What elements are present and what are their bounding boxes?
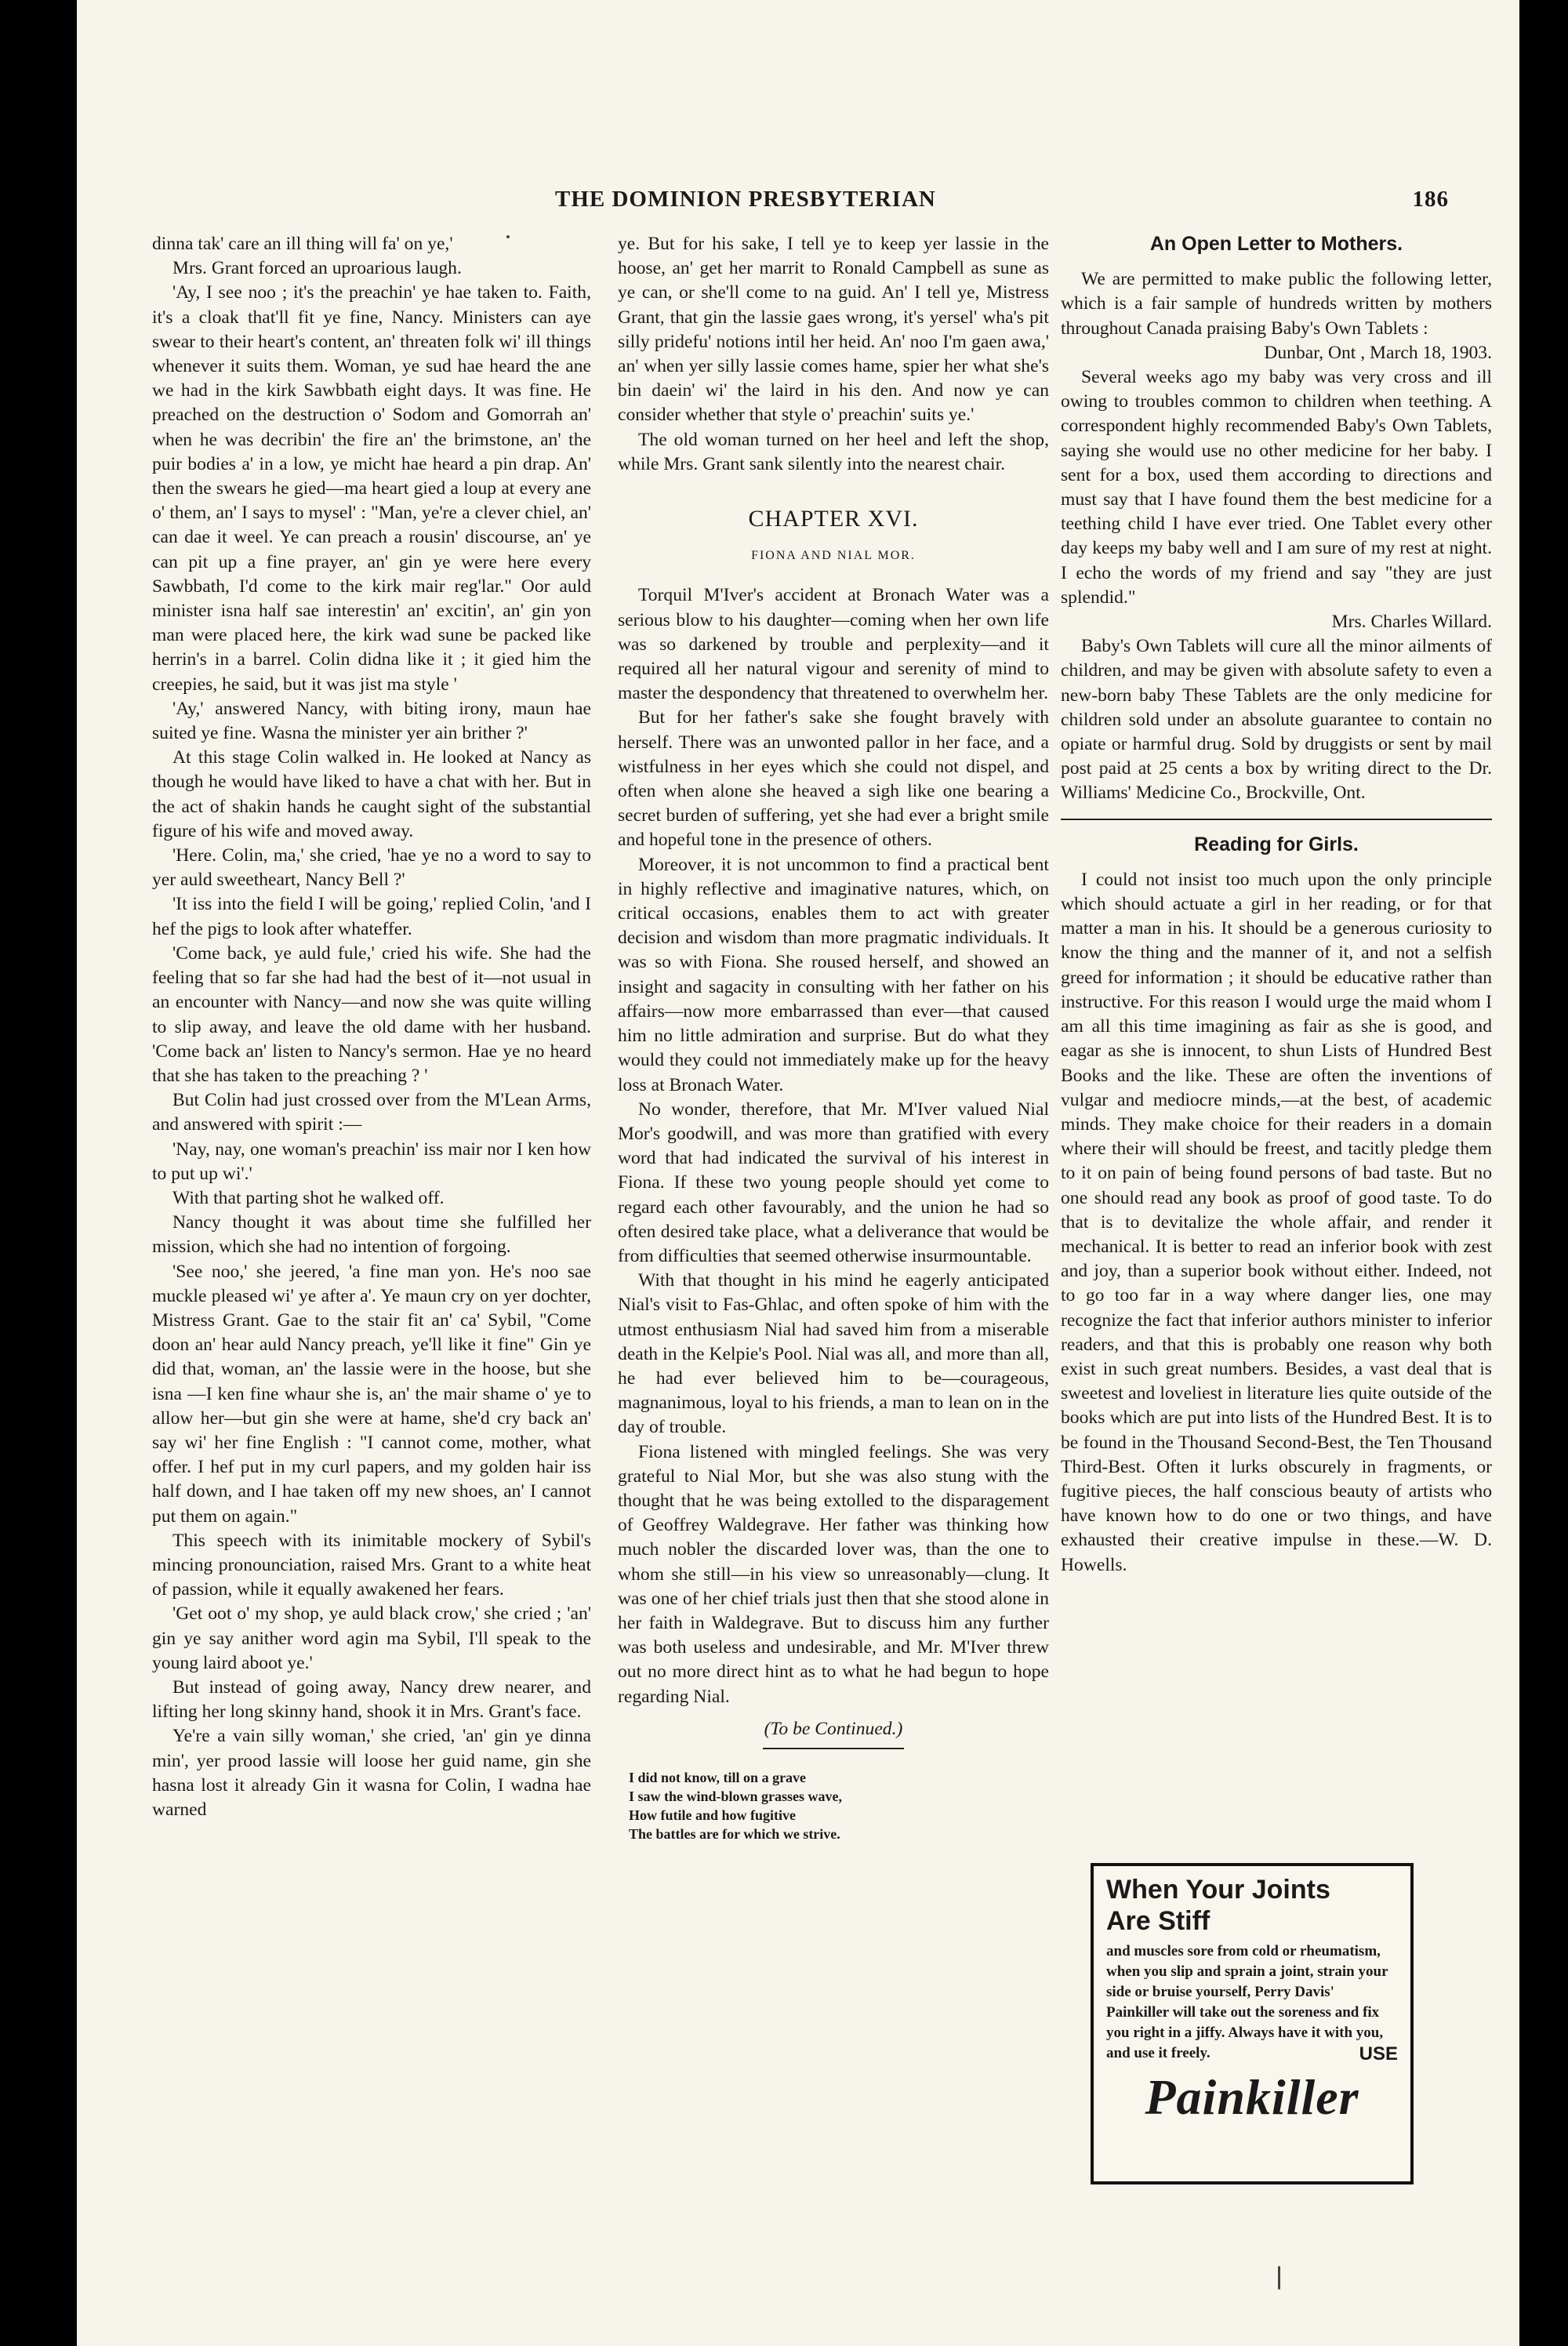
divider: [1061, 819, 1492, 820]
paragraph: 'See noo,' she jeered, 'a fine man yon. He's noo sae muckle pleased wi' ye after a'. Ye maun cry on yer dochter, Mistress Grant. Gae to the stair fit an' ca' Sybil, "Come doon an' hear auld Nancy preach, ye'll like it fine" Gin ye did that, woman, an' the lassie were in the hoose, but she isna —I ken fine whaur she is, an' the mair shame o' ye to allow her—but gin she were at hame, she'd cry back an' say wi' her fine English : "I cannot come, mother, what offer. I hef put in my curl papers, and my golden hair iss half down, and I hae taken off my new shoes, an' I cannot put them on again.": [152, 1261, 591, 1527]
paragraph: But instead of going away, Nancy drew nearer, and lifting her long skinny hand, shook it in Mrs. Grant's face.: [152, 1676, 591, 1723]
column-1: [152, 232, 591, 1822]
letter-heading: An Open Letter to Mothers.: [1149, 233, 1403, 255]
publication-title: THE DOMINION PRESBYTERIAN: [555, 187, 936, 212]
paragraph: ye. But for his sake, I tell ye to keep yer lassie in the hoose, an' get her marrit to Ronald Campbell as sune as ye can, or she'll come to na guid. An' I tell ye, Mistress Grant, that gin the lassie gaes wrong, it's yersel' wha's pit silly pridefu' notions intil her heid. An' noo I'm gaen awa,' an' when yer silly lassie comes hame, spier her what she's bin daein' wi' the laird in his den. And now ye can consider whether that style o' preachin' suits ye.': [618, 234, 1049, 426]
paragraph: 'Nay, nay, one woman's preachin' iss mair nor I ken how to put up wi'.': [152, 1138, 591, 1184]
paragraph: Ye're a vain silly woman,' she cried, 'an' gin ye dinna min', yer prood lassie will loose her guid name, gin she hasna lost it already Gin it wasna for Colin, I wadna hae warned: [152, 1726, 591, 1820]
paragraph: 'Come back, ye auld fule,' cried his wife. She had the feeling that so far she had had the best of it—not usual in an encounter with Nancy—and now she was quite willing to slip away, and leave the old dame with her husband. 'Come back an' listen to Nancy's sermon. Hae ye no heard that she has taken to the preaching ? ': [152, 942, 591, 1086]
chapter-heading: CHAPTER XVI.: [748, 506, 919, 532]
paragraph: At this stage Colin walked in. He looked at Nancy as though he would have liked to have a chat with her. But in the act of shakin hands he caught sight of the substantial figure of his wife and moved away.: [152, 747, 591, 841]
chapter-subtitle: FIONA AND NIAL MOR.: [751, 549, 916, 563]
paragraph: I could not insist too much upon the only principle which should actuate a girl in her reading, or for that matter a man in his. It should be a generous curiosity to know the thing and the manner of it, and not a selfish greed for information ; it should be educative rather than instructive. For this reason I would urge the maid whom I am all this time imagining as fair as she is good, and eagar as she is innocent, to shun Lists of Hundred Best Books and the like. These are often the inventions of vulgar and mediocre minds,—at the best, of academic minds. They make choice for their readers in a domain where their will should be freest, and tacitly pledge them to it on pain of being found persons of bad taste. But no one should read any book as proof of good taste. To do that is to devitalize the whole affair, and render it mechanical. It is better to read an inferior book with zest and joy, than a superior book without either. Indeed, not to go too far in a way where danger lies, one may recognize the fact that inferior authors minister to inferior readers, and that this is probably one reason why both exist in such great numbers. Besides, a vast deal that is sweetest and loveliest in literature lies quite outside of the books which are put into lists of the Hundred Best. It is to be found in the Thousand Second-Best, the Ten Thousand Third-Best. Often it lurks obscurely in fragments, or fugitive pieces, the half conscious beauty of artists who have known how to do one or two things, and have exhausted their creative impulse in these.—W. D. Howells.: [1061, 869, 1492, 1575]
poem-line: How futile and how fugitive: [629, 1807, 797, 1823]
paragraph: Several weeks ago my baby was very cross and ill owing to troubles common to children when teething. A correspondent highly recommended Baby's Own Tablets, saying she would use no other medicine for her baby. I sent for a box, used them according to directions and must say that I have found them the best medicine for a teething child I have ever tried. One Tablet every other day keeps my baby well and I am sure of my rest at night. I echo the words of my friend and say "they are just splendid.": [1061, 367, 1492, 608]
paragraph: 'Here. Colin, ma,' she cried, 'hae ye no a word to say to yer auld sweetheart, Nancy Bell ?': [152, 845, 591, 891]
poem-line: I did not know, till on a grave: [629, 1769, 807, 1785]
paragraph: But Colin had just crossed over from the M'Lean Arms, and answered with spirit :—: [152, 1090, 591, 1135]
paragraph: Fiona listened with mingled feelings. She was very grateful to Nial Mor, but she was also stung with the thought that he was being extolled to the disparagement of Geoffrey Waldegrave. Her father was thinking how much nobler the discarded lover was, than the one to whom she still—in his view so unreasonably—clung. It was one of her chief trials just then that she stood alone in her faith in Waldegrave. But to discuss him any further was both useless and undesirable, and Mr. M'Iver threw out no more direct hint as to what he had begun to hope regarding Nial.: [618, 1441, 1049, 1707]
painkiller-advertisement: [1091, 1863, 1414, 2184]
paragraph: But for her father's sake she fought bravely with herself. There was an unwonted pallor in her face, and a wistfulness in her eyes which she could not dispel, and often when alone she heaved a sigh like one bearing a secret burden of suffering, yet she had ever a bright smile and hopeful tone in the presence of others.: [618, 707, 1049, 851]
paragraph: With that thought in his mind he eagerly anticipated Nial's visit to Fas-Ghlac, and often spoke of him with the utmost enthusiasm Nial had saved him from a miserable death in the Kelpie's Pool. Nial was all, and more than all, he had ever believed him to be—courageous, magnanimous, loyal to his friends, a man to lean on in the day of trouble.: [618, 1270, 1049, 1438]
paragraph: Torquil M'Iver's accident at Bronach Water was a serious blow to his daughter—coming when her own life was so darkened by trouble and perplexity—and it required all her natural vigour and serenity of mind to master the despondency that threatened to overwhelm her.: [618, 585, 1049, 704]
letter-signature: Mrs. Charles Willard.: [1331, 612, 1492, 633]
ad-headline-line: When Your Joints: [1106, 1875, 1330, 1905]
paragraph: Baby's Own Tablets will cure all the minor ailments of children, and may be given with absolute safety to even a new-born baby These Tablets are the only medicine for children sold under an absolute guarantee to contain no opiate or harmful drug. Sold by druggists or sent by mail post paid at 25 cents a box by writing direct to the Dr. Williams' Medicine Co., Brockville, Ont.: [1061, 636, 1492, 804]
ad-headline: [1106, 1874, 1398, 1937]
poem: [629, 1768, 1049, 1843]
poem-line: The battles are for which we strive.: [629, 1825, 840, 1842]
divider: [763, 1748, 904, 1749]
ad-body: and muscles sore from cold or rheumatism, when you slip and sprain a joint, strain your side or bruise yourself, Perry Davis' Painkiller will take out the soreness and fix you right in a jiffy. Always have it with you, and use it freely.: [1106, 1943, 1388, 2061]
page-number: 186: [1412, 187, 1449, 212]
poem-line: I saw the wind-blown grasses wave,: [629, 1788, 843, 1804]
paragraph: We are permitted to make public the following letter, which is a fair sample of hundreds written by mothers throughout Canada praising Baby's Own Tablets :: [1061, 269, 1492, 339]
paragraph: 'It iss into the field I will be going,' replied Colin, 'and I hef the pigs to look after whateffer.: [152, 894, 591, 939]
paragraph: Mrs. Grant forced an uproarious laugh.: [172, 258, 462, 279]
paragraph: 'Ay, I see noo ; it's the preachin' ye hae taken to. Faith, it's a cloak that'll fit ye fine, Nancy. Ministers can aye swear to their heart's content, an' threaten folk wi' ill things whenever it suits them. Woman, ye sud hae heard the ane we had in the kirk Sawbbath eight days. It was fine. He preached on the destruction o' Sodom and Gomorrah an' when he was decribin' the fire an' the brimstone, an' the puir bodies a' in a low, ye micht hae heard a pin drap. An' then the swears he gied—ma heart gied a loup at every ane o' them, an' I says to mysel' : "Man, ye're a clever chiel, an' can dae it weel. Ye can preach a rousin' discourse, an' ye can pit up a fine prayer, an' gin ye were here every Sawbbath, I'd come to the kirk mair reg'lar." Oor auld minister isna half sae interestin' an' excitin', an' gin yon man were placed here, the kirk wad sune be packed like herrin's in a barrel. Colin didna like it ; it gied him the creepies, he said, but it was jist ma style ': [152, 282, 591, 695]
print-speck: [506, 235, 510, 238]
paragraph: With that parting shot he walked off.: [172, 1187, 445, 1208]
paragraph: dinna tak' care an ill thing will fa' on ye,': [152, 234, 453, 254]
paragraph: Nancy thought it was about time she fulfilled her mission, which she had no intention of forgoing.: [152, 1212, 591, 1258]
paragraph: This speech with its inimitable mockery of Sybil's mincing pronounciation, raised Mrs. Grant to a white heat of passion, while it equally awakened her fears.: [152, 1530, 591, 1600]
paragraph: Moreover, it is not uncommon to find a practical bent in highly reflective and imaginative natures, which, on critical occasions, enables them to act with greater decision and wisdom than more pragmatic individuals. It was so with Fiona. She roused herself, and showed an insight and sagacity in consulting with her father on his affairs—now more embarrassed than ever—that caused him no little admiration and surprise. But do what they would they could not immediately make up for the heavy loss at Bronach Water.: [618, 854, 1049, 1095]
ad-brand-logo: Painkiller: [1145, 2069, 1359, 2125]
continued-note: (To be Continued.): [764, 1718, 903, 1739]
column-3: [1061, 232, 1492, 1578]
paragraph: No wonder, therefore, that Mr. M'Iver valued Nial Mor's goodwill, and was more than gratified with every word that had indicated the survival of his interest in Fiona. If these two young people should yet come to regard each other favourably, and the union he had so often desired take place, what a deliverance that would be from difficulties that seemed otherwise insurmountable.: [618, 1099, 1049, 1266]
letter-dateline: Dunbar, Ont , March 18, 1903.: [1264, 342, 1492, 363]
ad-use-label: USE: [1359, 2043, 1398, 2065]
paragraph: The old woman turned on her heel and left the shop, while Mrs. Grant sank silently into the nearest chair.: [618, 429, 1049, 474]
reading-heading: Reading for Girls.: [1194, 833, 1359, 855]
print-speck: [1278, 2266, 1280, 2290]
paragraph: 'Get oot o' my shop, ye auld black crow,' she cried ; 'an' gin ye say anither word agin ma Sybil, I'll speak to the young laird aboot ye.': [152, 1603, 591, 1673]
paragraph: 'Ay,' answered Nancy, with biting irony, maun hae suited ye fine. Wasna the minister yer ain brither ?': [152, 698, 591, 744]
column-2: [618, 232, 1049, 1843]
ad-headline-line: Are Stiff: [1106, 1906, 1210, 1936]
newspaper-page: [77, 0, 1519, 2346]
